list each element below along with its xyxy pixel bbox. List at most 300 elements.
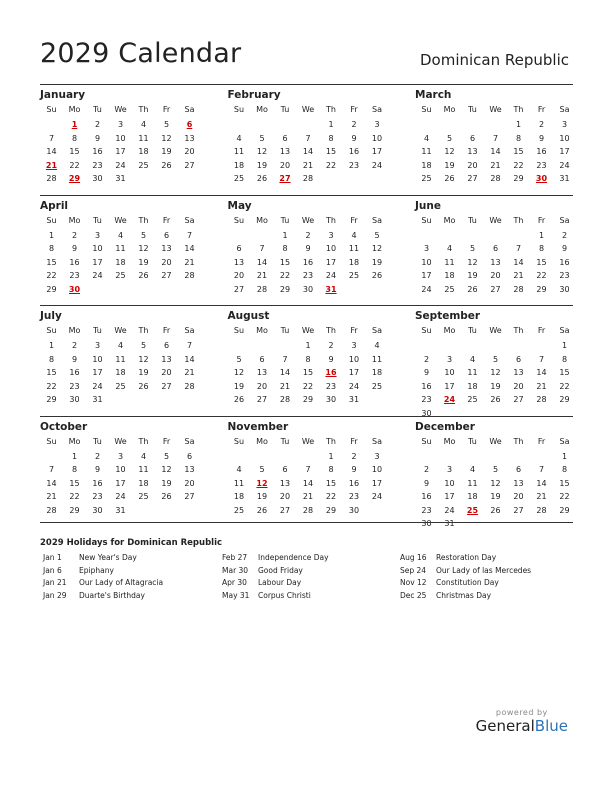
holiday-item xyxy=(400,552,531,565)
day: 7 xyxy=(515,244,522,253)
month-october xyxy=(40,417,198,527)
day: 10 xyxy=(371,465,383,474)
day: 16 xyxy=(92,478,103,488)
holiday-item xyxy=(43,590,163,603)
day: 1 xyxy=(48,230,55,240)
day: 12 xyxy=(256,147,268,156)
day: 30 xyxy=(302,284,314,294)
day: 25 xyxy=(138,160,149,170)
day-grid xyxy=(228,229,386,297)
day: 9 xyxy=(71,244,78,253)
weekday-header xyxy=(415,324,573,338)
day: 3 xyxy=(94,341,101,350)
weekday-label: Fr xyxy=(162,436,171,446)
day: 8 xyxy=(561,354,568,364)
day: 3 xyxy=(374,120,380,129)
empty-cell xyxy=(461,118,484,132)
empty-cell xyxy=(461,339,484,353)
holiday-day: 21 xyxy=(45,160,58,170)
month-name: July xyxy=(40,310,62,322)
weekday-label: Th xyxy=(513,215,524,225)
day-grid xyxy=(415,450,573,531)
day: 2 xyxy=(561,230,568,240)
day: 10 xyxy=(92,244,103,253)
logo-blue: Blue xyxy=(534,717,568,735)
day: 10 xyxy=(444,368,455,377)
day: 9 xyxy=(94,133,101,143)
empty-cell xyxy=(530,339,553,353)
day: 14 xyxy=(302,478,314,488)
logo-general: General xyxy=(475,717,535,735)
day: 14 xyxy=(513,257,524,267)
holiday-name: Independence Day xyxy=(258,553,329,562)
holiday-column xyxy=(400,552,531,602)
day: 22 xyxy=(69,160,80,170)
day: 23 xyxy=(421,505,432,515)
day: 20 xyxy=(161,257,172,267)
month-name: September xyxy=(415,310,481,322)
day: 13 xyxy=(279,147,291,156)
weekday-label: Sa xyxy=(184,105,195,114)
day: 17 xyxy=(371,478,383,488)
day: 10 xyxy=(348,354,360,364)
day: 11 xyxy=(138,465,149,474)
day: 4 xyxy=(423,133,430,143)
weekday-label: Th xyxy=(138,326,149,335)
holiday-date: Dec 25 xyxy=(400,590,427,600)
weekday-label: Th xyxy=(513,436,524,446)
empty-cell xyxy=(507,450,530,464)
weekday-label: Sa xyxy=(372,215,382,225)
day: 29 xyxy=(46,395,57,404)
day: 8 xyxy=(328,133,334,143)
weekday-label: We xyxy=(114,215,127,225)
day-grid xyxy=(415,118,573,186)
day: 1 xyxy=(328,451,334,461)
weekday-label: Sa xyxy=(372,326,382,335)
day: 27 xyxy=(513,505,524,515)
empty-cell xyxy=(530,450,553,464)
month-row xyxy=(40,84,573,195)
day: 27 xyxy=(256,395,268,404)
day: 10 xyxy=(421,257,432,267)
day: 29 xyxy=(69,505,80,515)
day: 18 xyxy=(233,492,245,501)
day: 30 xyxy=(69,395,80,404)
day: 2 xyxy=(71,341,78,350)
day: 24 xyxy=(115,160,126,170)
weekday-header xyxy=(415,214,573,228)
day: 1 xyxy=(561,451,568,461)
day: 28 xyxy=(490,174,501,183)
holiday-name: Epiphany xyxy=(79,565,114,575)
day: 23 xyxy=(325,381,337,391)
day: 5 xyxy=(469,244,476,253)
day: 8 xyxy=(538,244,545,253)
day: 13 xyxy=(513,478,524,488)
month-name: August xyxy=(227,310,270,322)
day: 4 xyxy=(236,465,242,474)
holiday-item xyxy=(400,590,531,603)
weekday-label: Su xyxy=(233,215,245,225)
day: 17 xyxy=(325,257,337,267)
day: 23 xyxy=(559,271,570,280)
day: 30 xyxy=(348,505,360,515)
day: 28 xyxy=(302,174,314,183)
day: 21 xyxy=(184,368,195,377)
day: 19 xyxy=(490,492,501,501)
day: 29 xyxy=(279,284,291,294)
day: 17 xyxy=(115,478,126,488)
day: 23 xyxy=(536,160,547,170)
day: 23 xyxy=(92,160,103,170)
day: 2 xyxy=(328,341,334,350)
day: 22 xyxy=(46,381,57,391)
day: 11 xyxy=(138,133,149,143)
day: 25 xyxy=(444,284,455,294)
day: 21 xyxy=(302,492,314,501)
day: 9 xyxy=(351,133,357,143)
weekday-label: Tu xyxy=(280,436,290,446)
weekday-label: Su xyxy=(421,326,432,335)
day: 2 xyxy=(351,451,357,461)
weekday-label: Th xyxy=(513,326,524,335)
day: 31 xyxy=(115,174,126,183)
day: 25 xyxy=(467,395,478,404)
day: 1 xyxy=(538,230,545,240)
day: 6 xyxy=(259,354,265,364)
day: 15 xyxy=(46,257,57,267)
day: 3 xyxy=(94,230,101,240)
weekday-label: Sa xyxy=(372,436,382,446)
day: 23 xyxy=(421,395,432,404)
day: 4 xyxy=(374,341,380,350)
day: 20 xyxy=(513,381,524,391)
month-july xyxy=(40,306,198,416)
weekday-label: Su xyxy=(46,105,57,114)
empty-cell xyxy=(228,118,251,132)
day: 6 xyxy=(469,133,476,143)
day: 25 xyxy=(138,492,149,501)
day: 29 xyxy=(46,284,57,294)
day: 6 xyxy=(282,465,288,474)
weekday-label: Mo xyxy=(443,436,456,446)
weekday-label: Tu xyxy=(468,326,477,335)
holiday-item xyxy=(222,577,329,590)
day: 14 xyxy=(536,368,547,377)
weekday-label: We xyxy=(114,436,127,446)
day: 4 xyxy=(117,230,124,240)
day: 27 xyxy=(467,174,478,183)
day: 25 xyxy=(115,381,126,391)
month-november xyxy=(228,417,386,527)
day: 29 xyxy=(559,505,570,515)
empty-cell xyxy=(461,229,484,243)
holiday-date: Sep 24 xyxy=(400,565,427,575)
day: 19 xyxy=(256,492,268,501)
day: 26 xyxy=(256,505,268,515)
day: 27 xyxy=(279,505,291,515)
day: 14 xyxy=(46,147,57,156)
weekday-label: Th xyxy=(326,215,336,225)
weekday-label: Su xyxy=(46,436,57,446)
month-name: May xyxy=(227,199,252,212)
day: 30 xyxy=(325,395,337,404)
day: 18 xyxy=(138,147,149,156)
holiday-day: 27 xyxy=(279,174,291,183)
day: 14 xyxy=(46,478,57,488)
day: 7 xyxy=(48,465,55,474)
weekday-label: Mo xyxy=(443,105,456,114)
weekday-label: Sa xyxy=(184,436,195,446)
day: 7 xyxy=(538,465,545,474)
weekday-header xyxy=(228,435,386,449)
month-march xyxy=(415,85,573,195)
day: 13 xyxy=(233,257,245,267)
day: 18 xyxy=(444,271,455,280)
empty-cell xyxy=(415,118,438,132)
day: 31 xyxy=(559,174,570,183)
day: 28 xyxy=(279,395,291,404)
day: 26 xyxy=(138,381,149,391)
day: 7 xyxy=(538,354,545,364)
day: 17 xyxy=(421,271,432,280)
day: 19 xyxy=(256,160,268,170)
day: 12 xyxy=(138,354,149,364)
weekday-label: Fr xyxy=(162,215,171,225)
weekday-label: Mo xyxy=(68,326,81,335)
holiday-name: New Year's Day xyxy=(79,553,137,562)
day: 30 xyxy=(559,284,570,294)
country-name: Dominican Republic xyxy=(419,51,569,69)
day: 11 xyxy=(444,257,455,267)
day: 27 xyxy=(513,395,524,404)
weekday-label: Su xyxy=(421,215,432,225)
day: 6 xyxy=(515,465,522,474)
day: 5 xyxy=(259,465,265,474)
day: 5 xyxy=(259,133,265,143)
day: 29 xyxy=(513,174,524,183)
day: 1 xyxy=(515,120,522,129)
weekday-header xyxy=(40,103,198,117)
day: 26 xyxy=(161,492,172,501)
day: 15 xyxy=(69,147,80,156)
day: 26 xyxy=(490,395,501,404)
day: 19 xyxy=(138,257,149,267)
empty-cell xyxy=(251,339,274,353)
day: 22 xyxy=(302,381,314,391)
day: 5 xyxy=(140,341,147,350)
day: 6 xyxy=(163,230,170,240)
day: 5 xyxy=(163,120,170,129)
day: 30 xyxy=(421,519,432,528)
weekday-label: Su xyxy=(233,326,245,335)
day: 23 xyxy=(302,271,314,280)
weekday-label: Mo xyxy=(256,436,268,446)
day: 28 xyxy=(46,505,57,515)
day: 22 xyxy=(513,160,524,170)
day: 21 xyxy=(46,492,57,501)
day: 25 xyxy=(421,174,432,183)
day: 22 xyxy=(325,492,337,501)
empty-cell xyxy=(228,229,251,243)
day: 13 xyxy=(513,368,524,377)
month-april xyxy=(40,196,198,306)
day: 21 xyxy=(490,160,501,170)
empty-cell xyxy=(40,450,63,464)
day: 4 xyxy=(117,341,124,350)
weekday-label: Mo xyxy=(443,326,456,335)
day: 21 xyxy=(184,257,195,267)
day: 28 xyxy=(513,284,524,294)
holiday-name: Our Lady of Altagracia xyxy=(79,578,164,587)
weekday-label: Fr xyxy=(350,215,358,225)
day: 13 xyxy=(184,133,195,143)
day: 19 xyxy=(371,257,383,267)
day: 9 xyxy=(94,465,101,474)
weekday-label: Fr xyxy=(162,105,171,114)
empty-cell xyxy=(274,118,297,132)
day: 9 xyxy=(328,354,334,364)
day: 14 xyxy=(184,244,195,253)
day: 6 xyxy=(236,244,242,253)
weekday-label: Mo xyxy=(68,215,81,225)
empty-cell xyxy=(228,450,251,464)
holiday-column xyxy=(222,552,329,602)
day: 19 xyxy=(467,271,478,280)
day: 16 xyxy=(559,257,570,267)
weekday-label: Th xyxy=(138,436,149,446)
empty-cell xyxy=(40,118,63,132)
day: 21 xyxy=(279,381,291,391)
holiday-name: Corpus Christi xyxy=(258,590,311,600)
calendar-grid xyxy=(40,84,573,526)
day: 12 xyxy=(233,368,245,377)
weekday-header xyxy=(228,324,386,338)
day: 15 xyxy=(302,368,314,377)
day: 21 xyxy=(256,271,268,280)
month-name: June xyxy=(415,199,441,212)
weekday-label: Th xyxy=(326,436,336,446)
weekday-header xyxy=(415,435,573,449)
day: 31 xyxy=(115,505,126,515)
empty-cell xyxy=(415,339,438,353)
day: 19 xyxy=(138,368,149,377)
holiday-date: Jan 29 xyxy=(43,590,67,600)
weekday-label: Su xyxy=(233,105,245,114)
day: 19 xyxy=(161,147,172,156)
empty-cell xyxy=(251,229,274,243)
day: 3 xyxy=(351,341,357,350)
day: 23 xyxy=(348,160,360,170)
day-grid xyxy=(40,339,198,407)
weekday-label: We xyxy=(301,326,315,335)
day: 28 xyxy=(184,381,195,391)
day: 1 xyxy=(282,230,288,240)
weekday-label: Tu xyxy=(280,326,290,335)
day: 9 xyxy=(71,354,78,364)
empty-cell xyxy=(274,450,297,464)
day: 14 xyxy=(302,147,314,156)
weekday-label: Mo xyxy=(256,215,268,225)
empty-cell xyxy=(438,229,461,243)
empty-cell xyxy=(415,229,438,243)
day: 22 xyxy=(559,492,570,501)
month-row xyxy=(40,305,573,416)
day: 18 xyxy=(138,478,149,488)
holiday-name: Restoration Day xyxy=(436,553,497,562)
month-row xyxy=(40,416,573,527)
day-grid xyxy=(415,339,573,420)
page-title: 2029 Calendar xyxy=(40,38,242,69)
day: 29 xyxy=(536,284,547,294)
day: 26 xyxy=(256,174,268,183)
weekday-label: Tu xyxy=(468,215,477,225)
weekday-label: Su xyxy=(46,215,57,225)
holiday-name: Constitution Day xyxy=(436,578,499,587)
month-may xyxy=(228,196,386,306)
day-grid xyxy=(228,118,386,186)
weekday-label: Fr xyxy=(537,215,546,225)
empty-cell xyxy=(297,450,320,464)
brand xyxy=(476,708,568,735)
day-grid xyxy=(228,450,386,518)
day: 12 xyxy=(490,368,501,377)
day: 4 xyxy=(469,354,476,364)
day: 25 xyxy=(233,174,245,183)
day: 4 xyxy=(236,133,242,143)
day: 20 xyxy=(161,368,172,377)
day: 2 xyxy=(305,230,311,240)
day: 7 xyxy=(48,133,55,143)
month-december xyxy=(415,417,573,527)
month-row xyxy=(40,195,573,306)
day: 9 xyxy=(561,244,568,253)
month-august xyxy=(228,306,386,416)
day: 22 xyxy=(536,271,547,280)
day: 5 xyxy=(492,354,499,364)
day: 20 xyxy=(513,492,524,501)
day: 24 xyxy=(92,271,103,280)
day: 13 xyxy=(467,147,478,156)
day: 6 xyxy=(492,244,499,253)
day: 16 xyxy=(69,257,80,267)
empty-cell xyxy=(228,339,251,353)
empty-cell xyxy=(484,339,507,353)
day: 12 xyxy=(161,465,172,474)
weekday-label: Tu xyxy=(468,105,477,114)
day: 17 xyxy=(559,147,570,156)
day: 10 xyxy=(115,465,126,474)
day: 15 xyxy=(69,478,80,488)
empty-cell xyxy=(507,339,530,353)
day: 17 xyxy=(92,368,103,377)
holiday-day: 30 xyxy=(535,174,548,183)
day: 30 xyxy=(92,505,103,515)
day: 20 xyxy=(184,147,195,156)
day: 20 xyxy=(279,492,291,501)
day: 27 xyxy=(161,381,172,391)
day: 10 xyxy=(559,133,570,143)
day: 16 xyxy=(536,147,547,156)
day: 21 xyxy=(536,492,547,501)
day: 4 xyxy=(140,451,147,461)
weekday-label: Tu xyxy=(93,215,102,225)
day: 3 xyxy=(328,230,334,240)
empty-cell xyxy=(274,339,297,353)
day: 18 xyxy=(233,160,245,170)
day: 7 xyxy=(259,244,265,253)
